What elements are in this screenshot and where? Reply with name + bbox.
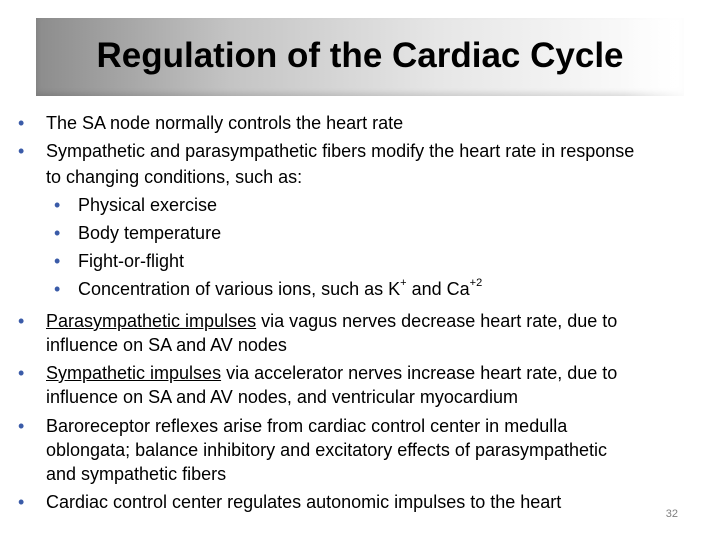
bullet-icon: • bbox=[18, 363, 25, 383]
bullet-text-continued: to changing conditions, such as: bbox=[46, 167, 303, 187]
bullet-text: Cardiac control center regulates autonomic impulses to the heart bbox=[46, 492, 562, 512]
sympathetic-term: Sympathetic impulses bbox=[46, 363, 222, 383]
bullet-text-continued: and sympathetic fibers bbox=[46, 464, 227, 484]
bullet-text-rest: via accelerator nerves increase heart rate, due to bbox=[221, 363, 618, 383]
bullet-text-continued: oblongata; balance inhibitory and excitatory effects of parasympathetic bbox=[46, 440, 608, 460]
bullet-text: Sympathetic and parasympathetic fibers modify the heart rate in response bbox=[46, 141, 635, 161]
potassium-charge: + bbox=[400, 277, 407, 289]
bullet-icon: • bbox=[18, 141, 25, 161]
sub-bullet-text: Body temperature bbox=[78, 223, 222, 243]
sub-bullet-icon: • bbox=[54, 251, 61, 271]
sub-bullet-text bbox=[78, 278, 482, 301]
bullet-text-rest: via vagus nerves decrease heart rate, due to bbox=[256, 311, 618, 331]
sub-bullet-text: Fight-or-flight bbox=[78, 251, 185, 271]
sub-bullet-icon: • bbox=[54, 223, 61, 243]
bullet-text-continued: influence on SA and AV nodes bbox=[46, 335, 287, 355]
bullet-text: Baroreceptor reflexes arise from cardiac control center in medulla bbox=[46, 416, 568, 436]
bullet-text bbox=[46, 310, 617, 333]
bullet-icon: • bbox=[18, 416, 25, 436]
ions-text: Concentration of various ions, such as K bbox=[78, 279, 401, 299]
bullet-icon: • bbox=[18, 492, 25, 512]
bullet-text: The SA node normally controls the heart rate bbox=[46, 113, 404, 133]
bullet-icon: • bbox=[18, 113, 25, 133]
calcium-charge: +2 bbox=[469, 277, 483, 289]
sub-bullet-icon: • bbox=[54, 195, 61, 215]
bullet-text bbox=[46, 362, 617, 385]
parasympathetic-term: Parasympathetic impulses bbox=[46, 311, 257, 331]
page-number: 32 bbox=[665, 508, 678, 520]
slide-title: Regulation of the Cardiac Cycle bbox=[96, 36, 624, 75]
bullet-icon: • bbox=[18, 311, 25, 331]
bullet-text-continued: influence on SA and AV nodes, and ventricular myocardium bbox=[46, 387, 518, 407]
ions-text-and: and Ca bbox=[406, 279, 470, 299]
sub-bullet-icon: • bbox=[54, 279, 61, 299]
sub-bullet-text: Physical exercise bbox=[78, 195, 218, 215]
